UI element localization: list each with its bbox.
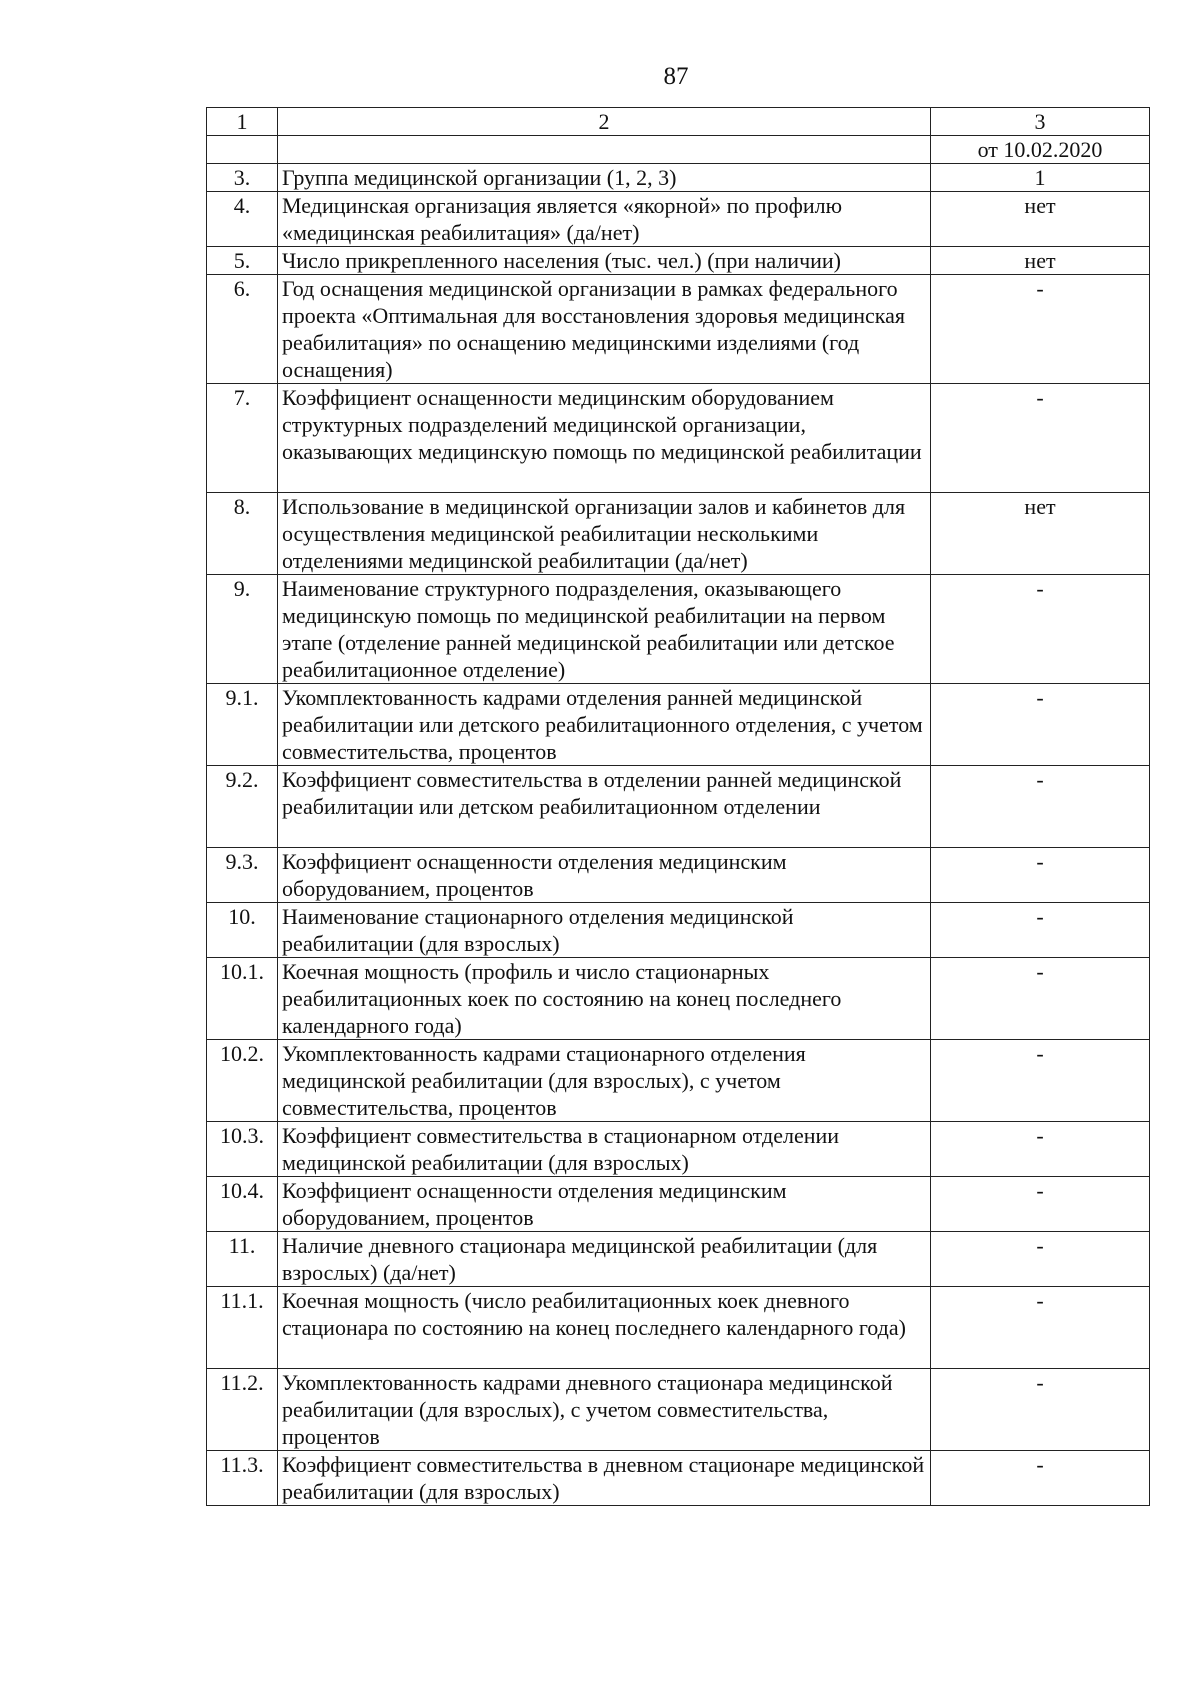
date-cell: от 10.02.2020	[931, 136, 1150, 164]
table-row	[207, 766, 1150, 848]
row-indicator: Коэффициент совместительства в стационарном отделении медицинской реабилитации (для взрослых)	[278, 1122, 931, 1177]
row-indicator: Наименование стационарного отделения медицинской реабилитации (для взрослых)	[278, 903, 931, 958]
row-value: -	[931, 1451, 1150, 1506]
table-row	[207, 493, 1150, 575]
row-number: 7.	[207, 384, 278, 493]
row-indicator: Медицинская организация является «якорной» по профилю «медицинская реабилитация» (да/нет)	[278, 192, 931, 247]
table-row	[207, 848, 1150, 903]
row-number: 9.1.	[207, 684, 278, 766]
row-number: 10.3.	[207, 1122, 278, 1177]
table-row	[207, 684, 1150, 766]
row-number: 3.	[207, 164, 278, 192]
row-number: 10.	[207, 903, 278, 958]
row-value: -	[931, 1287, 1150, 1369]
table-row	[207, 384, 1150, 493]
row-indicator: Использование в медицинской организации залов и кабинетов для осуществления медицинской реабилитации несколькими отделениями медицинской реабилитации (да/нет)	[278, 493, 931, 575]
column-header-value: 3	[931, 108, 1150, 136]
row-indicator: Укомплектованность кадрами дневного стационара медицинской реабилитации (для взрослых), с учетом совместительства, процентов	[278, 1369, 931, 1451]
row-indicator: Коечная мощность (профиль и число стационарных реабилитационных коек по состоянию на конец последнего календарного года)	[278, 958, 931, 1040]
table-row	[207, 164, 1150, 192]
row-value: нет	[931, 192, 1150, 247]
row-value: -	[931, 766, 1150, 848]
row-value: 1	[931, 164, 1150, 192]
row-value: -	[931, 1232, 1150, 1287]
row-number: 9.2.	[207, 766, 278, 848]
page-number: 87	[663, 63, 689, 90]
table-header-row	[207, 108, 1150, 136]
table-row	[207, 1232, 1150, 1287]
empty-cell	[278, 136, 931, 164]
row-number: 11.2.	[207, 1369, 278, 1451]
table-subheader-row	[207, 136, 1150, 164]
table-row	[207, 1369, 1150, 1451]
row-number: 11.1.	[207, 1287, 278, 1369]
row-value: нет	[931, 493, 1150, 575]
table-row	[207, 1287, 1150, 1369]
row-indicator: Наличие дневного стационара медицинской реабилитации (для взрослых) (да/нет)	[278, 1232, 931, 1287]
table-row	[207, 1040, 1150, 1122]
column-header-number: 1	[207, 108, 278, 136]
row-indicator: Укомплектованность кадрами стационарного отделения медицинской реабилитации (для взрослых), с учетом совместительства, процентов	[278, 1040, 931, 1122]
row-indicator: Коэффициент совместительства в дневном стационаре медицинской реабилитации (для взрослых)	[278, 1451, 931, 1506]
row-number: 11.	[207, 1232, 278, 1287]
column-header-indicator: 2	[278, 108, 931, 136]
row-indicator: Год оснащения медицинской организации в рамках федерального проекта «Оптимальная для восстановления здоровья медицинская реабилитация» по оснащению медицинскими изделиями (год оснащения)	[278, 275, 931, 384]
row-value: -	[931, 1369, 1150, 1451]
table-row	[207, 903, 1150, 958]
table-row	[207, 958, 1150, 1040]
row-number: 4.	[207, 192, 278, 247]
row-number: 10.1.	[207, 958, 278, 1040]
row-value: -	[931, 684, 1150, 766]
row-value: -	[931, 1177, 1150, 1232]
row-indicator: Коэффициент оснащенности отделения медицинским оборудованием, процентов	[278, 848, 931, 903]
row-number: 10.4.	[207, 1177, 278, 1232]
table-row	[207, 275, 1150, 384]
table-row	[207, 1451, 1150, 1506]
table-row	[207, 575, 1150, 684]
row-indicator: Наименование структурного подразделения, оказывающего медицинскую помощь по медицинской реабилитации на первом этапе (отделение ранней медицинской реабилитации или детское реабилитационное отделение)	[278, 575, 931, 684]
empty-cell	[207, 136, 278, 164]
row-value: -	[931, 1122, 1150, 1177]
table-row	[207, 247, 1150, 275]
row-number: 8.	[207, 493, 278, 575]
row-value: -	[931, 848, 1150, 903]
row-number: 9.3.	[207, 848, 278, 903]
row-value: -	[931, 1040, 1150, 1122]
indicators-table	[206, 107, 1150, 1506]
row-value: -	[931, 384, 1150, 493]
row-indicator: Группа медицинской организации (1, 2, 3)	[278, 164, 931, 192]
table-row	[207, 192, 1150, 247]
row-number: 9.	[207, 575, 278, 684]
row-indicator: Коечная мощность (число реабилитационных коек дневного стационара по состоянию на конец последнего календарного года)	[278, 1287, 931, 1369]
row-value: -	[931, 903, 1150, 958]
row-number: 5.	[207, 247, 278, 275]
row-value: -	[931, 958, 1150, 1040]
row-indicator: Коэффициент оснащенности медицинским оборудованием структурных подразделений медицинской организации, оказывающих медицинскую помощь по медицинской реабилитации	[278, 384, 931, 493]
row-indicator: Число прикрепленного населения (тыс. чел.) (при наличии)	[278, 247, 931, 275]
row-indicator: Коэффициент совместительства в отделении ранней медицинской реабилитации или детском реабилитационном отделении	[278, 766, 931, 848]
row-number: 10.2.	[207, 1040, 278, 1122]
row-number: 11.3.	[207, 1451, 278, 1506]
row-value: -	[931, 575, 1150, 684]
row-indicator: Укомплектованность кадрами отделения ранней медицинской реабилитации или детского реабилитационного отделения, с учетом совместительства, процентов	[278, 684, 931, 766]
table-row	[207, 1122, 1150, 1177]
row-value: -	[931, 275, 1150, 384]
table-row	[207, 1177, 1150, 1232]
row-number: 6.	[207, 275, 278, 384]
row-value: нет	[931, 247, 1150, 275]
row-indicator: Коэффициент оснащенности отделения медицинским оборудованием, процентов	[278, 1177, 931, 1232]
